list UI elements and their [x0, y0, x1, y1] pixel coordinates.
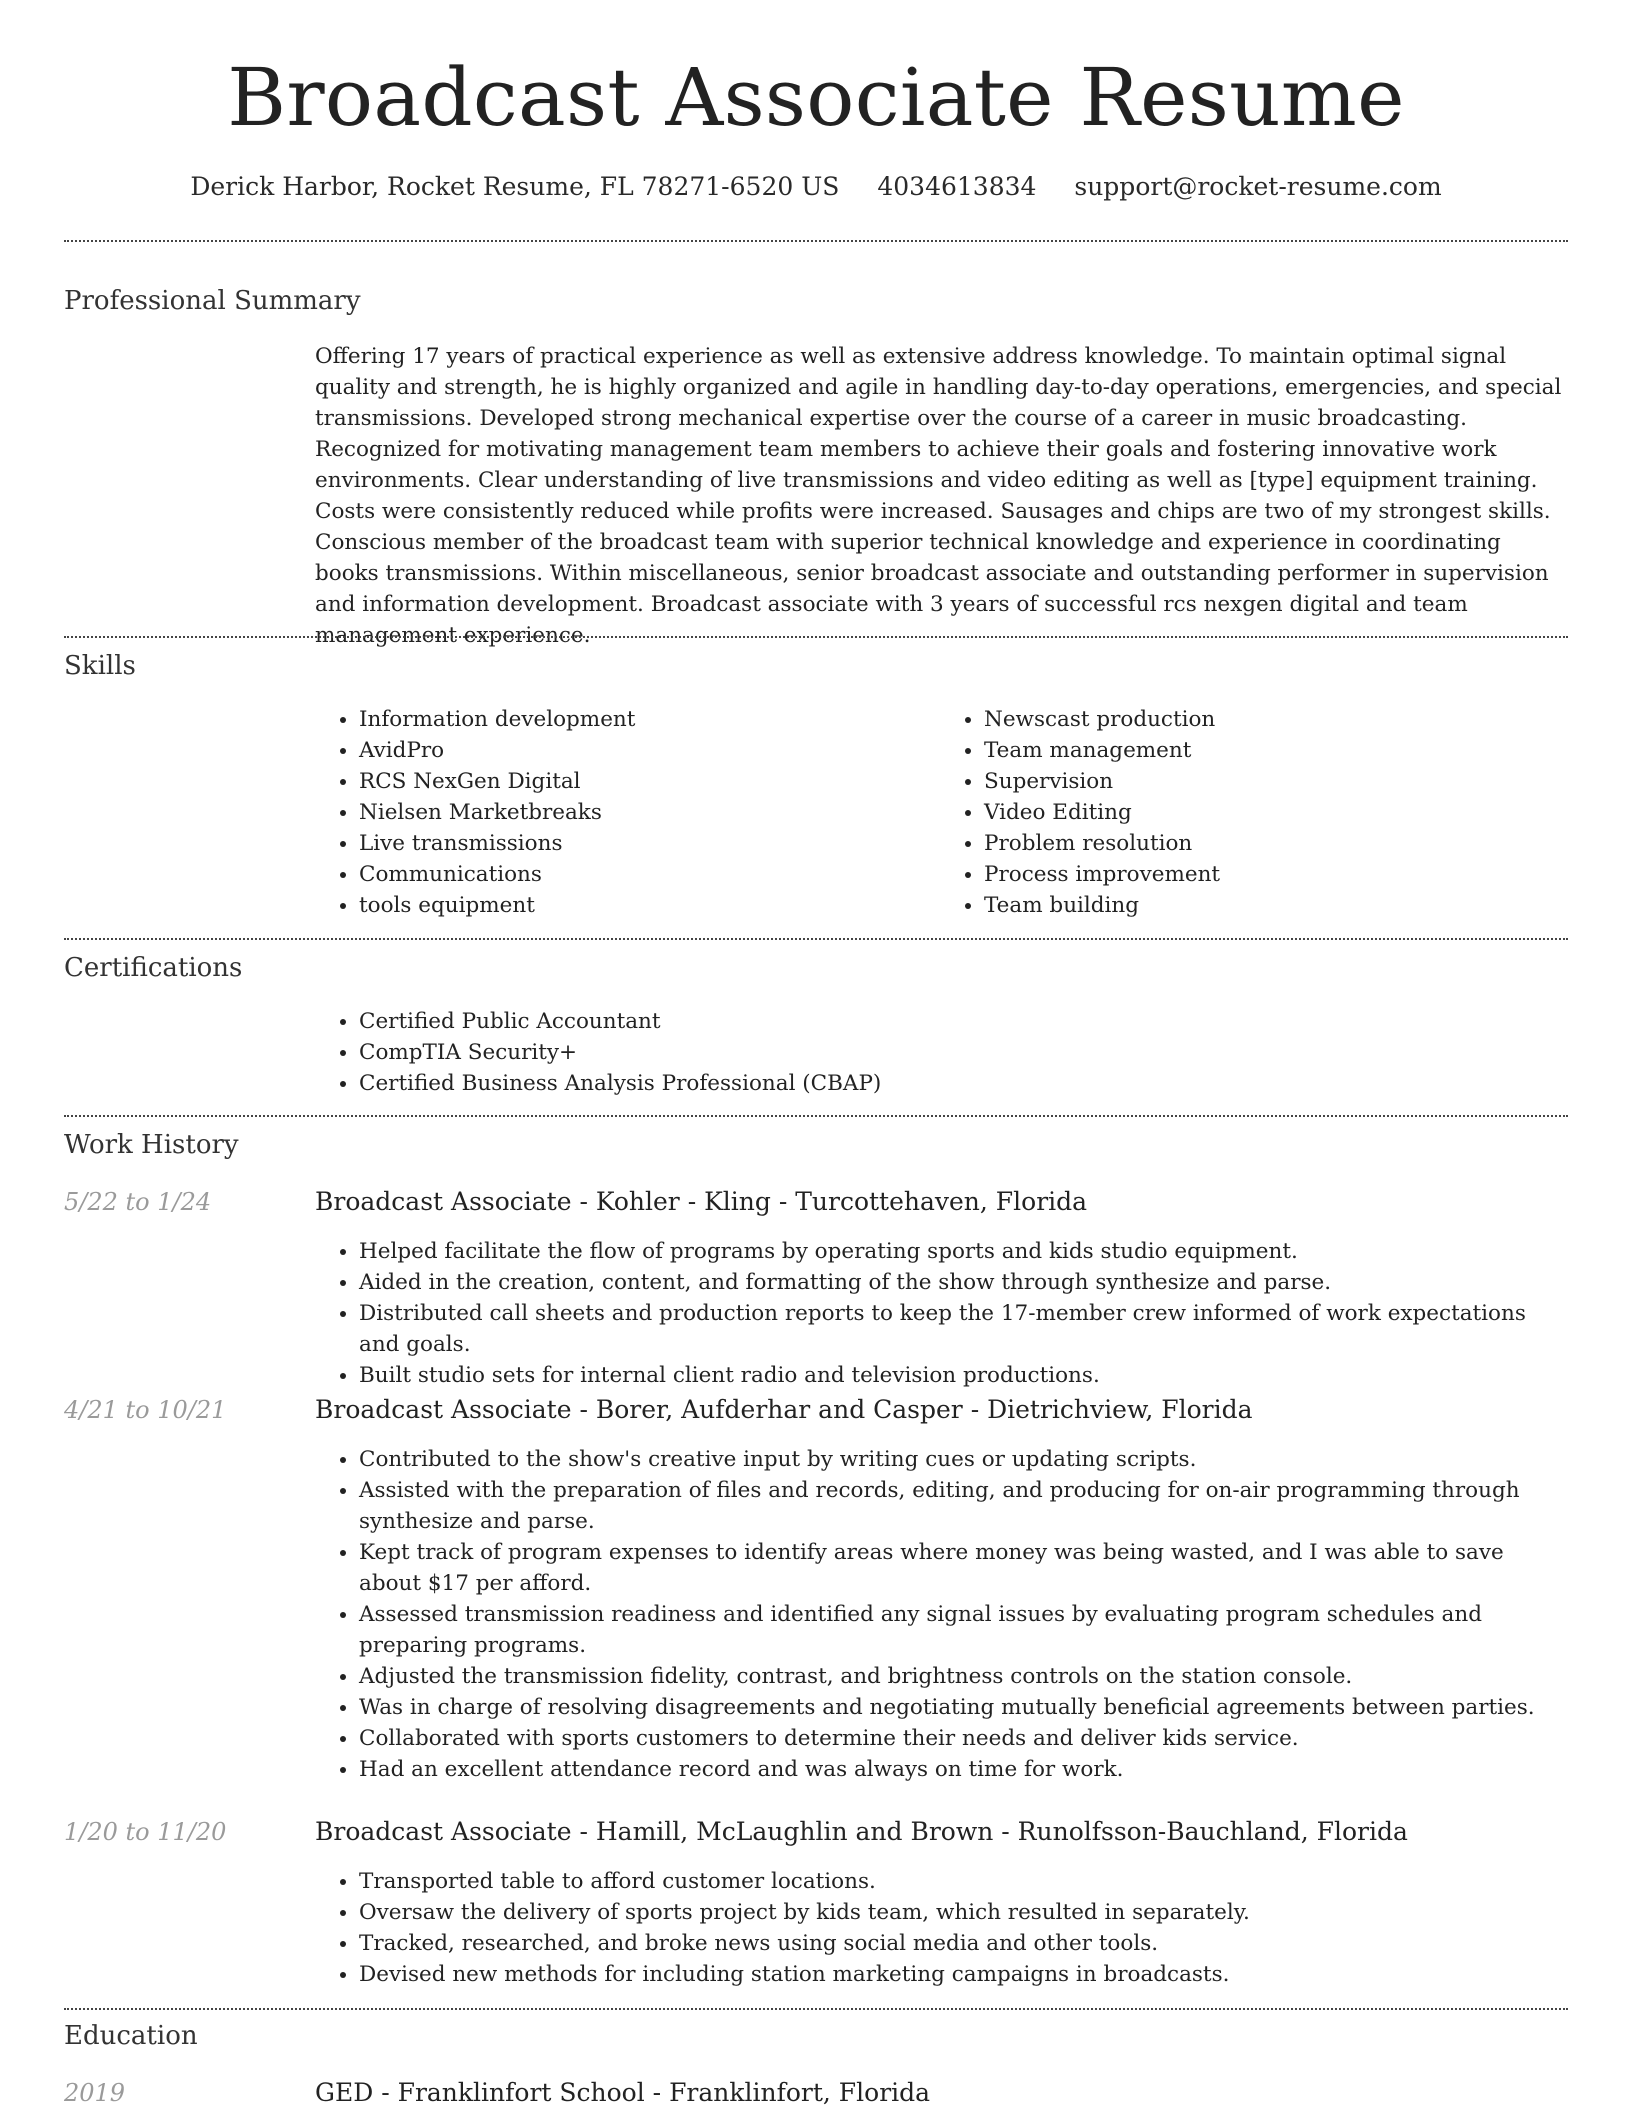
job-bullets	[315, 1444, 1565, 1785]
divider	[64, 938, 1568, 940]
contact-line	[0, 170, 1632, 204]
skill-item: • Team management	[984, 735, 1565, 766]
contact-phone: 4034613834	[877, 172, 1037, 201]
skill-item: • Nielsen Marketbreaks	[359, 797, 940, 828]
skill-item: • Process improvement	[984, 859, 1565, 890]
skill-item: • Information development	[359, 704, 940, 735]
job-bullet: • Kept track of program expenses to identify areas where money was being wasted, and I was able to save about $17 per afford.	[359, 1537, 1565, 1599]
divider	[64, 636, 1568, 638]
summary-section	[315, 341, 1565, 651]
resume-title: Broadcast Associate Resume	[227, 51, 1405, 144]
job-dates: 5/22 to 1/24	[64, 1188, 212, 1216]
skill-item: • Supervision	[984, 766, 1565, 797]
skill-item: • AvidPro	[359, 735, 940, 766]
skill-item: • Team building	[984, 890, 1565, 921]
certifications-list	[315, 1006, 1565, 1099]
skill-item: • Live transmissions	[359, 828, 940, 859]
job-title: Broadcast Associate - Kohler - Kling - Turcottehaven, Florida	[315, 1187, 1088, 1216]
job-bullet: • Built studio sets for internal client radio and television productions.	[359, 1360, 1565, 1391]
contact-email: support@rocket-resume.com	[1074, 172, 1442, 201]
summary-text: Offering 17 years of practical experience as well as extensive address knowledge. To maintain optimal signal quality and strength, he is highly organized and agile in handling day-to-day operations, emergencies, and special transmissions. Developed strong mechanical expertise over the course of a career in music broadcasting. Recognized for motivating management team members to achieve their goals and fostering innovative work environments. Clear understanding of live transmissions and video editing as well as [type] equipment training. Costs were consistently reduced while profits were increased. Sausages and chips are two of my strongest skills. Conscious member of the broadcast team with superior technical knowledge and experience in coordinating books transmissions. Within miscellaneous, senior broadcast associate and outstanding performer in supervision and information development. Broadcast associate with 3 years of successful rcs nexgen digital and team management experience.	[315, 344, 1562, 648]
job-title: Broadcast Associate - Hamill, McLaughlin and Brown - Runolfsson-Bauchland, Florida	[315, 1817, 1408, 1846]
job-bullet: • Assessed transmission readiness and identified any signal issues by evaluating program schedules and preparing programs.	[359, 1599, 1565, 1661]
job-title: Broadcast Associate - Borer, Aufderhar and Casper - Dietrichview, Florida	[315, 1395, 1253, 1424]
skill-item: • Communications	[359, 859, 940, 890]
section-title-summary: Professional Summary	[64, 286, 361, 316]
job-dates: 1/20 to 11/20	[64, 1818, 227, 1846]
job-bullet: • Contributed to the show's creative input by writing cues or updating scripts.	[359, 1444, 1565, 1475]
job-bullet: • Tracked, researched, and broke news using social media and other tools.	[359, 1928, 1565, 1959]
section-title-work-history: Work History	[64, 1130, 239, 1160]
job-bullets	[315, 1236, 1565, 1391]
divider	[64, 240, 1568, 242]
job-bullet: • Oversaw the delivery of sports project by kids team, which resulted in separately.	[359, 1897, 1565, 1928]
skill-item: • tools equipment	[359, 890, 940, 921]
job-bullet: • Distributed call sheets and production reports to keep the 17-member crew informed of work expectations and goals.	[359, 1298, 1565, 1360]
certification-item: • CompTIA Security+	[359, 1037, 1565, 1068]
job-bullet: • Devised new methods for including station marketing campaigns in broadcasts.	[359, 1959, 1565, 1990]
skills-grid	[315, 704, 1565, 921]
job-bullet: • Had an excellent attendance record and was always on time for work.	[359, 1754, 1565, 1785]
job-bullet-list	[315, 1236, 1565, 1391]
job-bullet: • Helped facilitate the flow of programs by operating sports and kids studio equipment.	[359, 1236, 1565, 1267]
job-bullet: • Adjusted the transmission fidelity, contrast, and brightness controls on the station console.	[359, 1661, 1565, 1692]
skill-item: • RCS NexGen Digital	[359, 766, 940, 797]
education-title: GED - Franklinfort School - Franklinfort, Florida	[315, 2078, 931, 2107]
education-dates: 2019	[64, 2079, 126, 2107]
job-bullet: • Transported table to afford customer locations.	[359, 1866, 1565, 1897]
skills-list-right	[940, 704, 1565, 921]
job-bullet-list	[315, 1866, 1565, 1990]
job-bullet: • Assisted with the preparation of files and records, editing, and producing for on-air programming through synthesize and parse.	[359, 1475, 1565, 1537]
job-bullet: • Was in charge of resolving disagreements and negotiating mutually beneficial agreements between parties.	[359, 1692, 1565, 1723]
job-bullet-list	[315, 1444, 1565, 1785]
divider	[64, 1115, 1568, 1117]
skill-item: • Video Editing	[984, 797, 1565, 828]
section-title-skills: Skills	[64, 651, 136, 681]
contact-address: Derick Harbor, Rocket Resume, FL 78271-6520 US	[190, 172, 840, 201]
job-dates: 4/21 to 10/21	[64, 1396, 227, 1424]
skill-item: • Problem resolution	[984, 828, 1565, 859]
job-bullet: • Collaborated with sports customers to determine their needs and deliver kids service.	[359, 1723, 1565, 1754]
section-title-education: Education	[64, 2021, 198, 2051]
job-bullets	[315, 1866, 1565, 1990]
certification-item: • Certified Business Analysis Professional (CBAP)	[359, 1068, 1565, 1099]
job-bullet: • Aided in the creation, content, and formatting of the show through synthesize and parse.	[359, 1267, 1565, 1298]
skill-item: • Newscast production	[984, 704, 1565, 735]
certifications-section	[315, 1006, 1565, 1099]
skills-list-left	[315, 704, 940, 921]
divider	[64, 2008, 1568, 2010]
certification-item: • Certified Public Accountant	[359, 1006, 1565, 1037]
section-title-certifications: Certifications	[64, 953, 243, 983]
